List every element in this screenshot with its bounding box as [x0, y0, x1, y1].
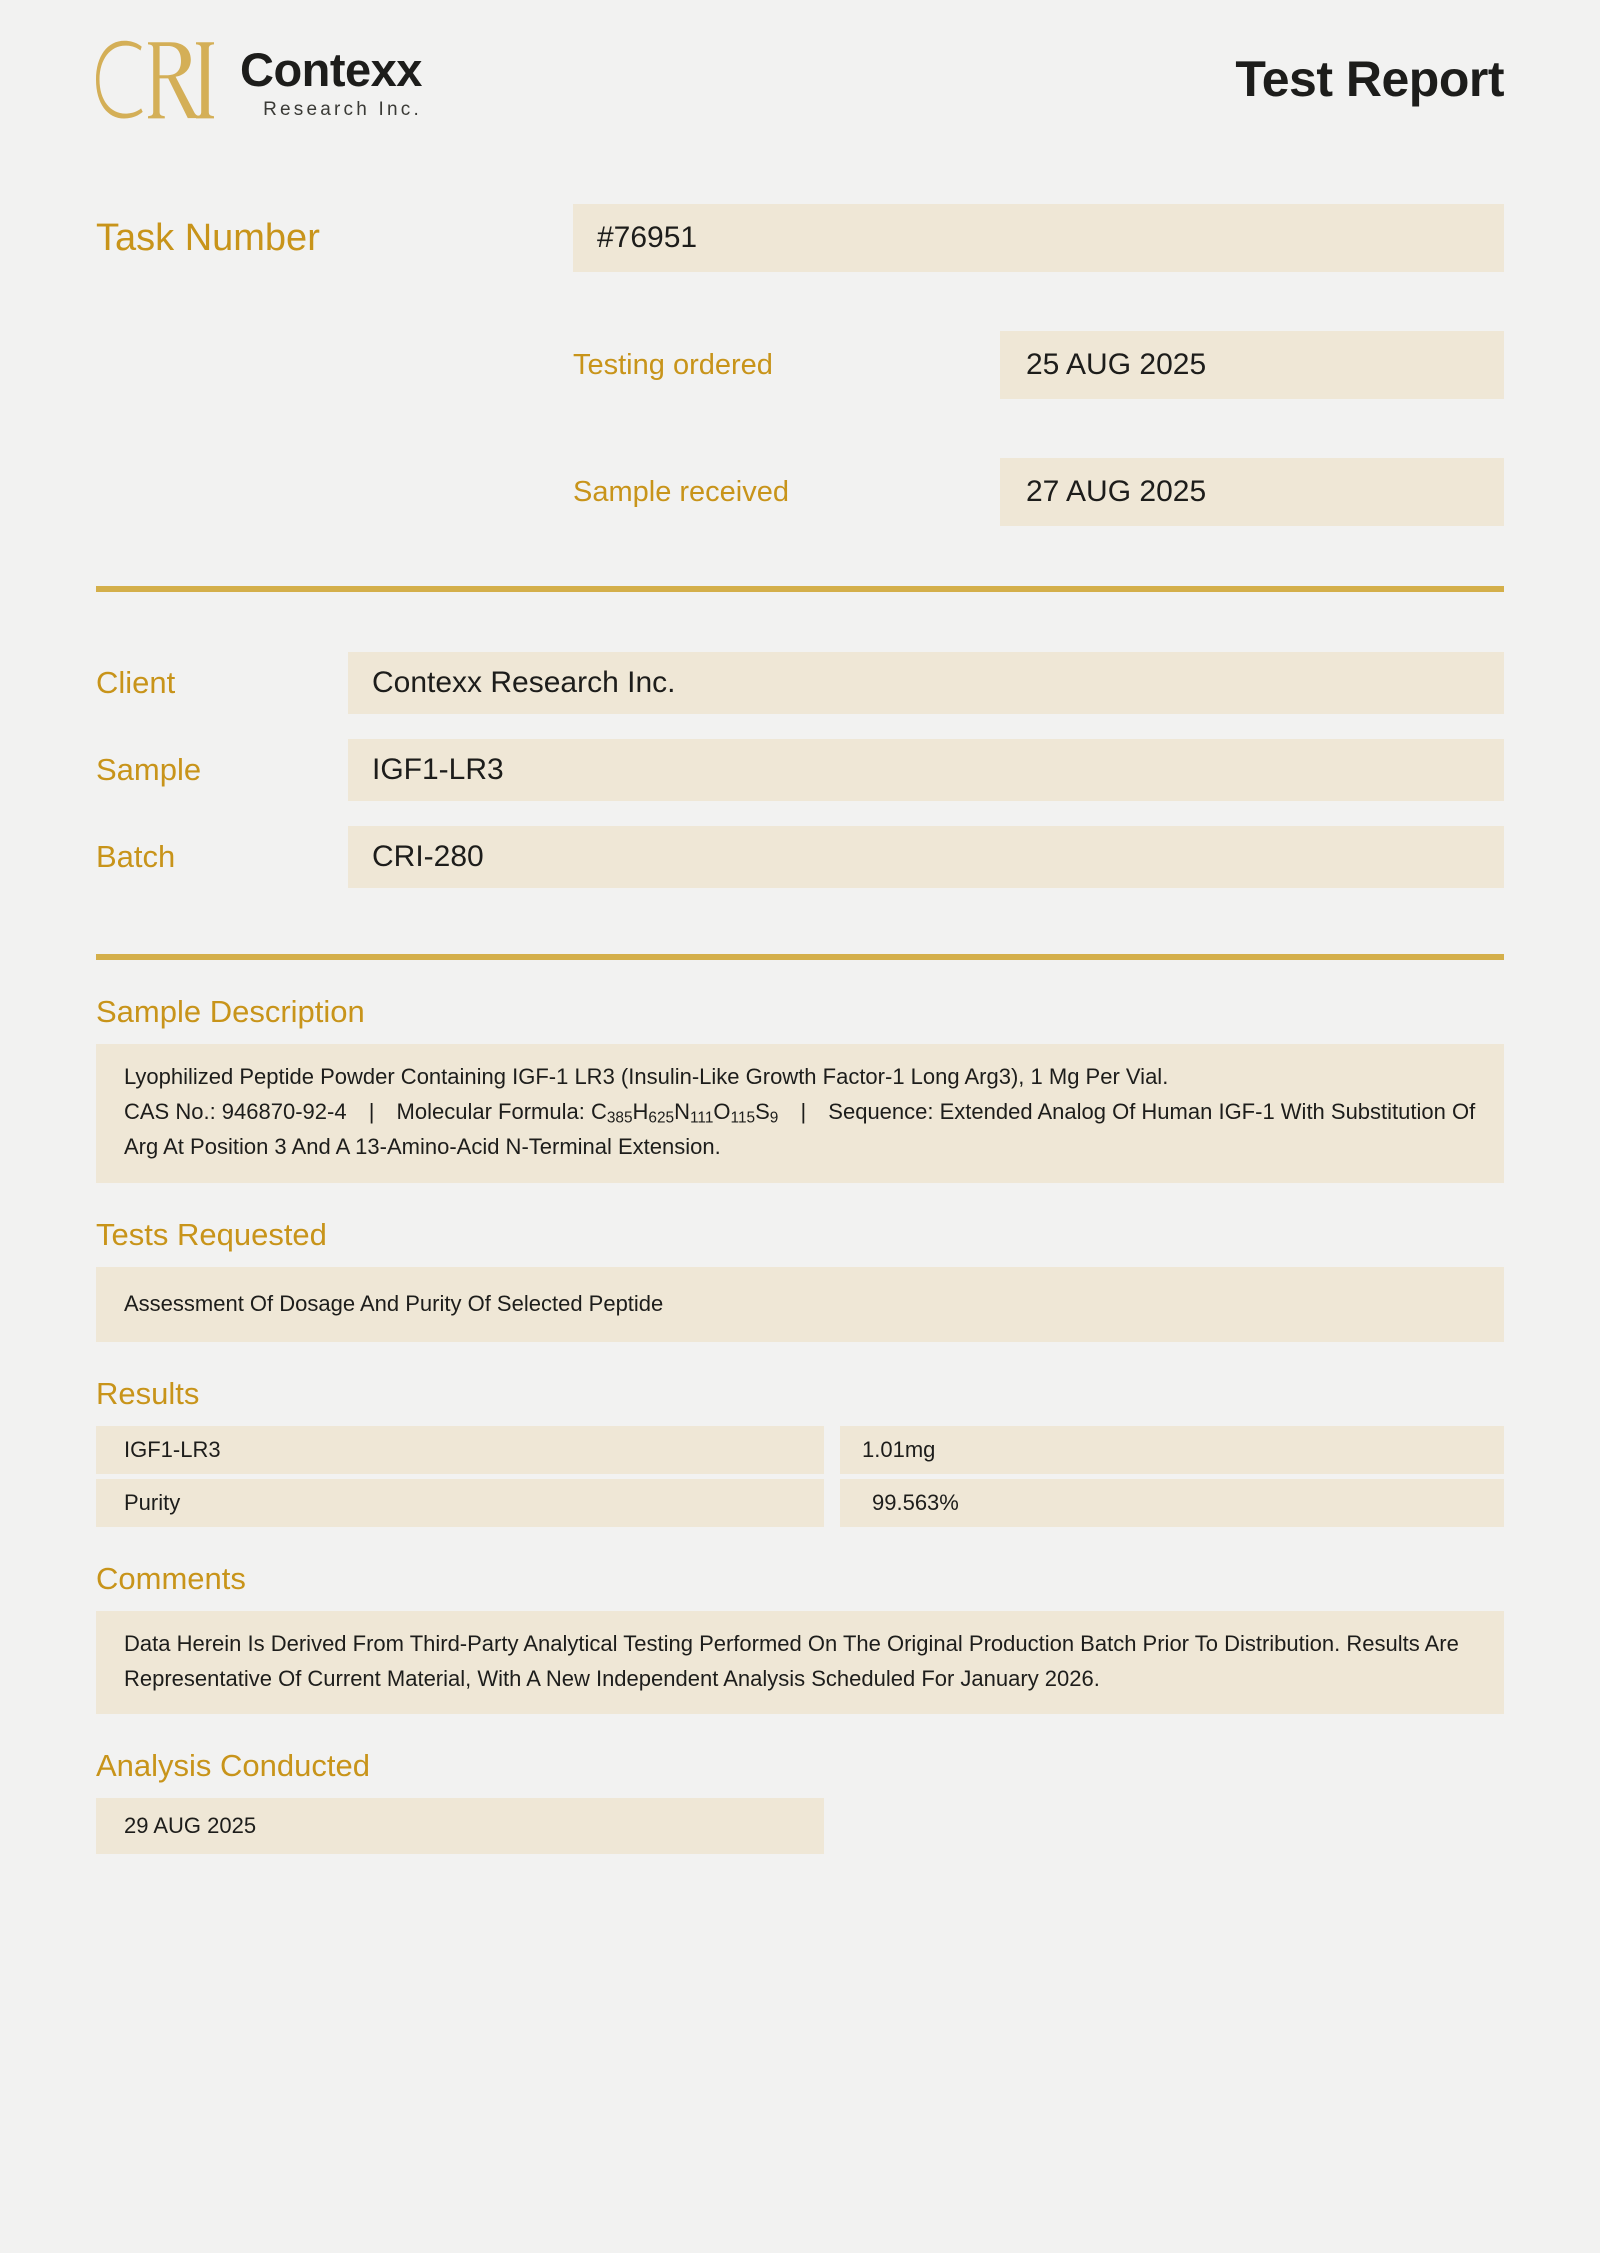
- brand-text: [240, 41, 422, 120]
- analysis-conducted-section: [96, 1748, 1504, 1854]
- sample-row: [96, 739, 1504, 801]
- testing-ordered-value: 25 AUG 2025: [1000, 331, 1504, 399]
- brand-lockup: [96, 38, 422, 124]
- tests-requested-body: Assessment Of Dosage And Purity Of Selected Peptide: [96, 1267, 1504, 1342]
- section-divider-top: [96, 586, 1504, 592]
- sample-received-value: 27 AUG 2025: [1000, 458, 1504, 526]
- task-number-row: [96, 204, 1504, 272]
- analysis-conducted-title: Analysis Conducted: [96, 1748, 370, 1784]
- cas-number: CAS No.: 946870-92-4: [124, 1098, 347, 1124]
- sample-label: Sample: [96, 752, 202, 787]
- task-number-label: Task Number: [96, 216, 320, 259]
- page-title: Test Report: [1235, 51, 1504, 107]
- report-header: [96, 0, 1504, 148]
- result-key: Purity: [96, 1479, 824, 1527]
- sequence-description: Sequence: Extended Analog Of Human IGF-1 With Substitution Of Arg At Position 3 And A 13-Amino-Acid N-Terminal Extension.: [124, 1098, 1476, 1160]
- sample-value: IGF1-LR3: [348, 739, 1504, 801]
- section-divider-bottom: [96, 954, 1504, 960]
- comments-title: Comments: [96, 1560, 246, 1596]
- testing-ordered-row: [96, 331, 1504, 399]
- results-table: [96, 1426, 1504, 1527]
- molecular-formula-value: $C_{385}H_{625}N_{111}O_{115}S_9$: [590, 1098, 779, 1127]
- results-section: [96, 1376, 1504, 1527]
- sample-description-body: [96, 1044, 1504, 1183]
- client-label: Client: [96, 665, 176, 700]
- table-row: [96, 1426, 1504, 1474]
- molecular-formula-label: Molecular Formula:: [396, 1098, 585, 1124]
- task-number-value: #76951: [573, 204, 1504, 272]
- field-separator: |: [368, 1098, 375, 1124]
- sample-description-line1: Lyophilized Peptide Powder Containing IGF-1 LR3 (Insulin-Like Growth Factor-1 Long Arg3), 1 Mg Per Vial.: [124, 1064, 1169, 1089]
- client-value: Contexx Research Inc.: [348, 652, 1504, 714]
- result-value: 1.01mg: [840, 1426, 1504, 1474]
- cri-monogram-logo: [96, 38, 214, 124]
- result-key: IGF1-LR3: [96, 1426, 824, 1474]
- client-row: [96, 652, 1504, 714]
- sample-info-block: [96, 652, 1504, 888]
- comments-section: [96, 1561, 1504, 1715]
- tests-requested-section: [96, 1217, 1504, 1342]
- result-value: 99.563%: [840, 1479, 1504, 1527]
- batch-row: [96, 826, 1504, 888]
- sample-description-section: [96, 994, 1504, 1183]
- table-row: [96, 1479, 1504, 1527]
- field-separator: |: [800, 1098, 807, 1124]
- task-number-block: [96, 204, 1504, 526]
- tests-requested-title: Tests Requested: [96, 1217, 327, 1253]
- results-title: Results: [96, 1375, 200, 1411]
- brand-subtitle: Research Inc.: [263, 98, 422, 120]
- sample-description-title: Sample Description: [96, 994, 365, 1029]
- testing-ordered-label: Testing ordered: [573, 348, 773, 381]
- sample-received-row: [96, 458, 1504, 526]
- analysis-conducted-value: 29 AUG 2025: [96, 1798, 824, 1854]
- batch-value: CRI-280: [348, 826, 1504, 888]
- comments-body: Data Herein Is Derived From Third-Party Analytical Testing Performed On The Original Production Batch Prior To Distribution. Results Are Representative Of Current Material, With A New Independent Analysis Scheduled For January 2026.: [96, 1611, 1504, 1715]
- sample-received-label: Sample received: [573, 475, 789, 508]
- batch-label: Batch: [96, 839, 176, 874]
- brand-name: Contexx: [240, 43, 422, 97]
